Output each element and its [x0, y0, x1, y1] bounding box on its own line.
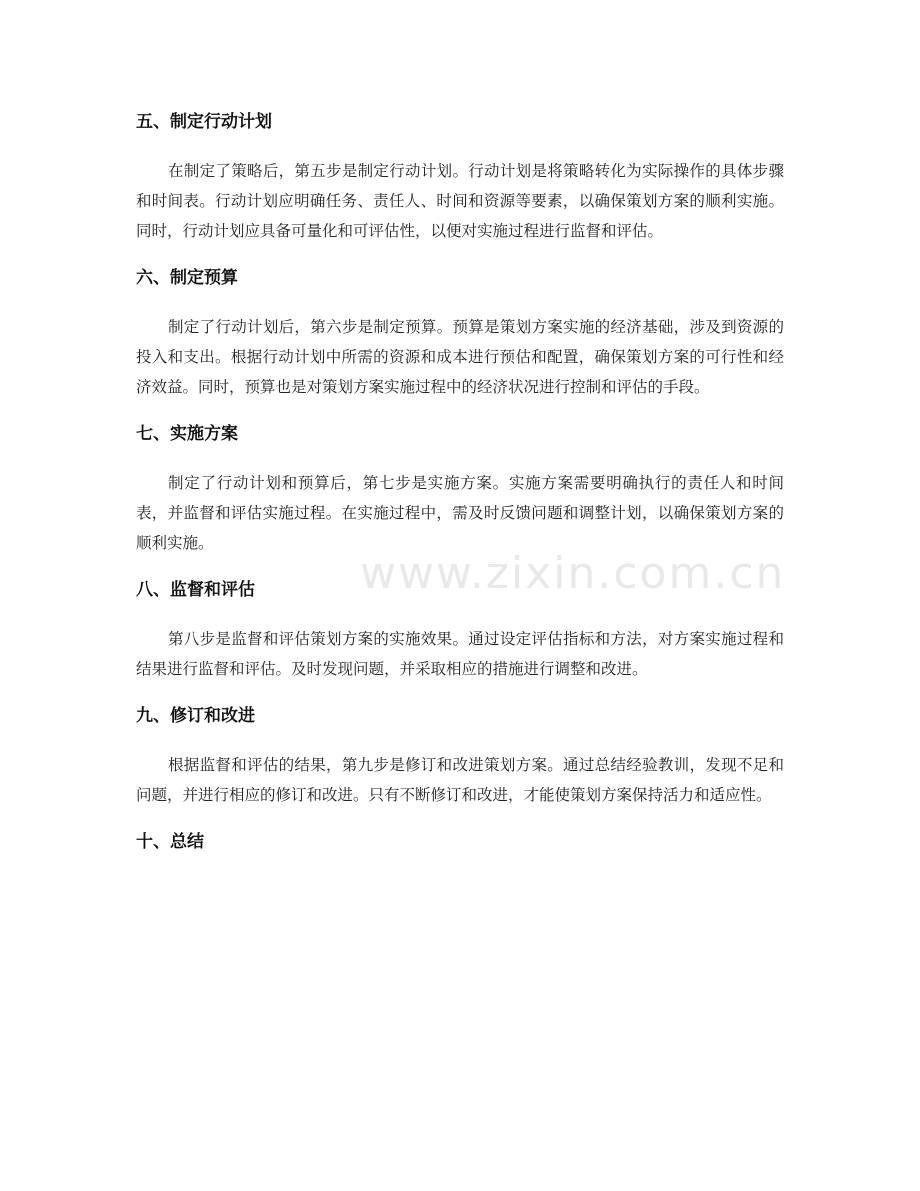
section-paragraph-9: 根据监督和评估的结果，第九步是修订和改进策划方案。通过总结经验教训，发现不足和问题，并进行相应的修订和改进。只有不断修订和改进，才能使策划方案保持活力和适应性。	[136, 756, 784, 804]
section-paragraph-7: 制定了行动计划和预算后，第七步是实施方案。实施方案需要明确执行的责任人和时间表，并监督和评估实施过程。在实施过程中，需及时反馈问题和调整计划，以确保策划方案的顺利实施。	[136, 474, 784, 552]
document-content	[136, 108, 784, 876]
section-paragraph-5: 在制定了策略后，第五步是制定行动计划。行动计划是将策略转化为实际操作的具体步骤和时间表。行动计划应明确任务、责任人、时间和资源等要素，以确保策划方案的顺利实施。同时，行动计划应具备可量化和可评估性，以便对实施过程进行监督和评估。	[136, 162, 784, 240]
section-heading-6: 六、制定预算	[136, 268, 238, 288]
section-heading-5: 五、制定行动计划	[136, 112, 272, 132]
section-heading-7: 七、实施方案	[136, 424, 238, 444]
section-paragraph-6: 制定了行动计划后，第六步是制定预算。预算是策划方案实施的经济基础，涉及到资源的投入和支出。根据行动计划中所需的资源和成本进行预估和配置，确保策划方案的可行性和经济效益。同时，预算也是对策划方案实施过程中的经济状况进行控制和评估的手段。	[136, 318, 784, 396]
section-heading-9: 九、修订和改进	[136, 706, 255, 726]
watermark: www.zixin.com.cn	[360, 548, 786, 599]
section-heading-10: 十、总结	[136, 832, 204, 852]
section-heading-8: 八、监督和评估	[136, 580, 255, 600]
section-paragraph-8: 第八步是监督和评估策划方案的实施效果。通过设定评估指标和方法，对方案实施过程和结果进行监督和评估。及时发现问题，并采取相应的措施进行调整和改进。	[136, 630, 784, 678]
